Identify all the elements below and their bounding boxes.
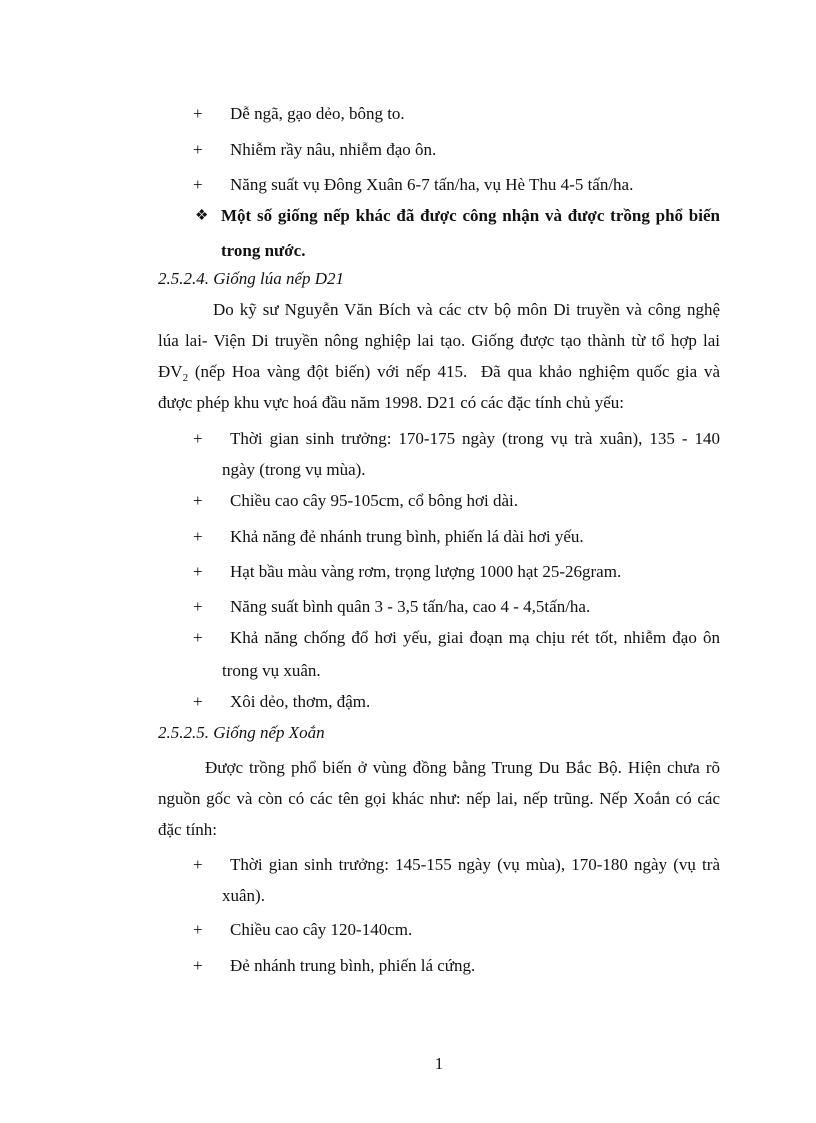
bullet-symbol: + xyxy=(193,855,203,874)
bullet-symbol: + xyxy=(193,527,203,546)
xoan-para-line1: Được trồng phổ biến ở vùng đồng bằng Trung Du Bắc Bộ. Hiện chưa rõ xyxy=(205,758,720,777)
diamond-bullet-icon: ❖ xyxy=(195,208,209,224)
d21-para-line3-dv: ĐV xyxy=(158,362,183,381)
xoan-para-line2: nguồn gốc và còn có các tên gọi khác như: nếp lai, nếp trũng. Nếp Xoắn có các xyxy=(158,789,720,808)
d21-para-line3-rest: (nếp Hoa vàng đột biến) với nếp 415. Đã qua khảo nghiệm quốc gia và xyxy=(188,362,720,381)
d21-item-5: Năng suất bình quân 3 - 3,5 tấn/ha, cao 4 - 4,5tấn/ha. xyxy=(230,597,591,616)
page-number: 1 xyxy=(434,1054,444,1073)
d21-para-line3 xyxy=(158,362,720,384)
d21-para-line2: lúa lai- Viện Di truyền nông nghiệp lai tạo. Giống được tạo thành từ tổ hợp lai xyxy=(158,331,720,350)
d21-item-3: Khả năng đẻ nhánh trung bình, phiến lá dài hơi yếu. xyxy=(230,527,584,546)
intro-item-2: Nhiễm rầy nâu, nhiễm đạo ôn. xyxy=(230,140,437,159)
bullet-symbol: + xyxy=(193,140,203,159)
d21-para-line3-subscript: 2 xyxy=(182,372,189,384)
section-title-xoan: 2.5.2.5. Giống nếp Xoắn xyxy=(158,723,325,742)
bullet-symbol: + xyxy=(193,920,203,939)
bullet-symbol: + xyxy=(193,628,203,647)
bullet-symbol: + xyxy=(193,491,203,510)
bullet-symbol: + xyxy=(193,429,203,448)
d21-item-6-line1: Khả năng chống đổ hơi yếu, giai đoạn mạ chịu rét tốt, nhiễm đạo ôn xyxy=(230,628,720,647)
xoan-item-3: Đẻ nhánh trung bình, phiến lá cứng. xyxy=(230,956,476,975)
bullet-symbol: + xyxy=(193,562,203,581)
xoan-para-line3: đặc tính: xyxy=(158,820,218,839)
d21-para-line4: được phép khu vực hoá đầu năm 1998. D21 có các đặc tính chủ yếu: xyxy=(158,393,624,412)
intro-item-3: Năng suất vụ Đông Xuân 6-7 tấn/ha, vụ Hè Thu 4-5 tấn/ha. xyxy=(230,175,634,194)
d21-item-7: Xôi dẻo, thơm, đậm. xyxy=(230,692,371,711)
d21-item-2: Chiều cao cây 95-105cm, cổ bông hơi dài. xyxy=(230,491,518,510)
bullet-symbol: + xyxy=(193,104,203,123)
heading-other-varieties-line2: trong nước. xyxy=(221,241,306,260)
d21-item-4: Hạt bầu màu vàng rơm, trọng lượng 1000 hạt 25-26gram. xyxy=(230,562,622,581)
xoan-item-1-line1: Thời gian sinh trưởng: 145-155 ngày (vụ mùa), 170-180 ngày (vụ trà xyxy=(230,855,720,874)
section-title-d21: 2.5.2.4. Giống lúa nếp D21 xyxy=(158,269,345,288)
bullet-symbol: + xyxy=(193,175,203,194)
d21-para-line1: Do kỹ sư Nguyễn Văn Bích và các ctv bộ môn Di truyền và công nghệ xyxy=(213,300,720,319)
d21-item-6-line2: trong vụ xuân. xyxy=(222,661,321,680)
bullet-symbol: + xyxy=(193,597,203,616)
d21-item-1-line1: Thời gian sinh trưởng: 170-175 ngày (trong vụ trà xuân), 135 - 140 xyxy=(230,429,720,448)
intro-item-1: Dễ ngã, gạo dẻo, bông to. xyxy=(230,104,405,123)
d21-item-1-line2: ngày (trong vụ mùa). xyxy=(222,460,366,479)
xoan-item-2: Chiều cao cây 120-140cm. xyxy=(230,920,413,939)
xoan-item-1-line2: xuân). xyxy=(222,886,265,905)
heading-other-varieties-line1: Một số giống nếp khác đã được công nhận và được trồng phổ biến xyxy=(221,206,720,225)
bullet-symbol: + xyxy=(193,956,203,975)
bullet-symbol: + xyxy=(193,692,203,711)
